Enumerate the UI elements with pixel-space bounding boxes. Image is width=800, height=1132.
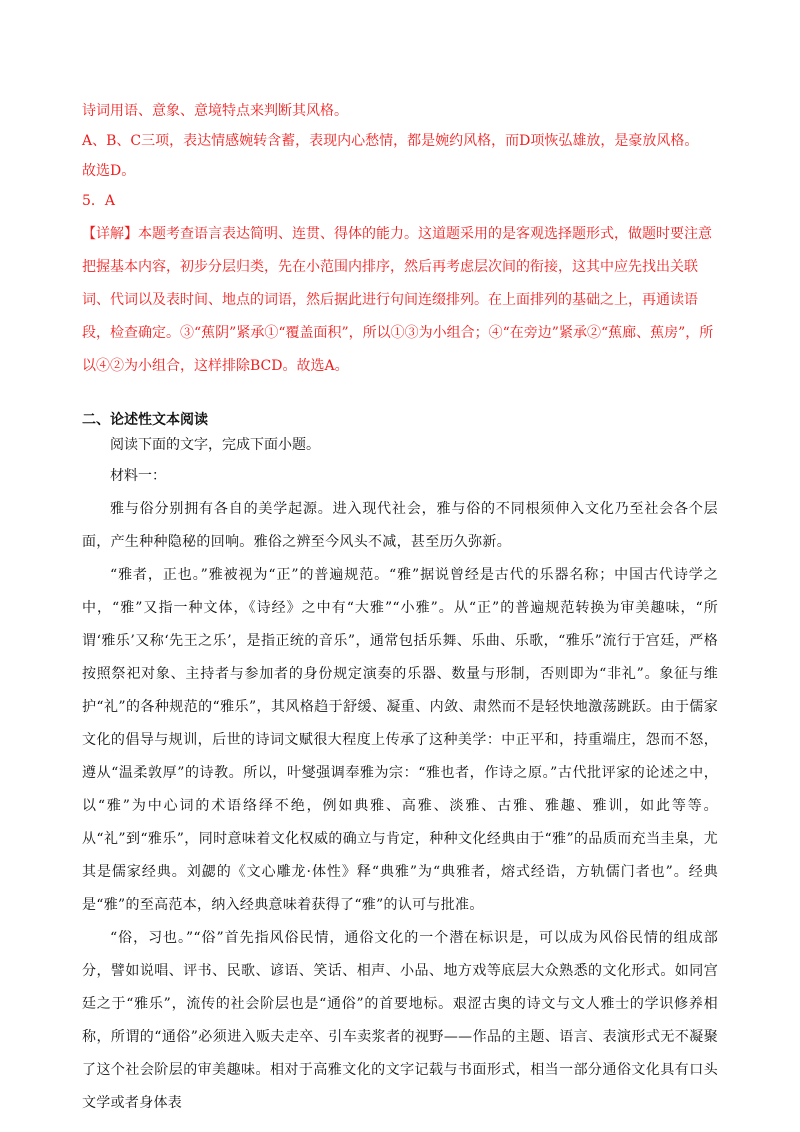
body-paragraph: “雅者，正也。”雅被视为“正”的普遍规范。“雅”据说曾经是古代的乐器名称；中国古代诗学之中，“雅”又指一种文体，《诗经》之中有“大雅”“小雅”。从“正”的普遍规范转换为审美趣味，“所谓‘雅乐’又称‘先王之乐’，是指正统的音乐”，通常包括乐舞、乐曲、乐歌，“雅乐”流行于宫廷，严格按照祭祀对象、主持者与参加者的身份规定演奏的乐器、数量与形制，否则即为“非礼”。象征与维护“礼”的各种规范的“雅乐”，其风格趋于舒缓、凝重、内敛、肃然而不是轻快地激荡跳跃。由于儒家文化的倡导与规训，后世的诗词文赋很大程度上传承了这种美学：中正平和，持重端庄，怨而不怒，遵从“温柔敦厚”的诗教。所以，叶燮强调奉雅为宗：“雅也者，作诗之原。”古代批评家的论述之中，以“雅”为中心词的术语络绎不绝，例如典雅、高雅、淡雅、古雅、雅趣、雅训，如此等等。从“礼”到“雅乐”，同时意味着文化权威的确立与肯定，种种文化经典由于“雅”的品质而充当圭臬，尤其是儒家经典。刘勰的《文心雕龙·体性》释“典雅”为“典雅者，熔式经诰，方轨儒门者也”。经典是“雅”的至高范本，纳入经典意味着获得了“雅”的认可与批准。 xyxy=(82,567,718,913)
answer-line: A、B、C三项，表达情感婉转含蓄，表现内心愁情，都是婉约风格，而D项恢弘雄放，是豪放风格。 xyxy=(82,133,699,149)
section-title: 二、论述性文本阅读 xyxy=(82,412,208,428)
reading-instruction: 阅读下面的文字，完成下面小题。 xyxy=(110,437,320,453)
body-paragraph: “俗，习也。”“俗”首先指风俗民情，通俗文化的一个潜在标识是，可以成为风俗民情的组成部分，譬如说唱、评书、民歌、谚语、笑话、相声、小品、地方戏等底层大众熟悉的文化形式。如同宫廷之于“雅乐”，流传的社会阶层也是“通俗”的首要地标。艰涩古奥的诗文与文人雅士的学识修养相称，所谓的“通俗”必须进入贩夫走卒、引车卖浆者的视野——作品的主题、语言、表演形式无不凝聚了这个社会阶层的审美趣味。相对于高雅文化的文字记载与书面形式，相当一部分通俗文化具有口头文学或者身体表 xyxy=(82,930,718,1111)
answer-explanation xyxy=(82,96,718,383)
body-paragraph: 雅与俗分别拥有各自的美学起源。进入现代社会，雅与俗的不同根须伸入文化乃至社会各个层面，产生种种隐秘的回响。雅俗之辨至今风头不减，甚至历久弥新。 xyxy=(82,501,718,550)
question-5-answer: 5．A xyxy=(82,193,116,209)
answer-line: 故选D。 xyxy=(82,163,136,179)
material-label: 材料一： xyxy=(110,468,166,484)
question-5-detail: 【详解】本题考查语言表达简明、连贯、得体的能力。这道题采用的是客观选择题形式，做题时要注意把握基本内容，初步分层归类，先在小范围内排序，然后再考虑层次间的衔接，这其中应先找出关联词、代词以及表时间、地点的词语，然后据此进行句间连缀排列。在上面排列的基础之上，再通读语段，检查确定。③“蕉阴”紧承①“覆盖面积”，所以①③为小组合；④“在旁边”紧承②“蕉廊、蕉房”，所以④②为小组合，这样排除BCD。故选A。 xyxy=(82,226,714,374)
answer-line: 诗词用语、意象、意境特点来判断其风格。 xyxy=(82,103,348,119)
